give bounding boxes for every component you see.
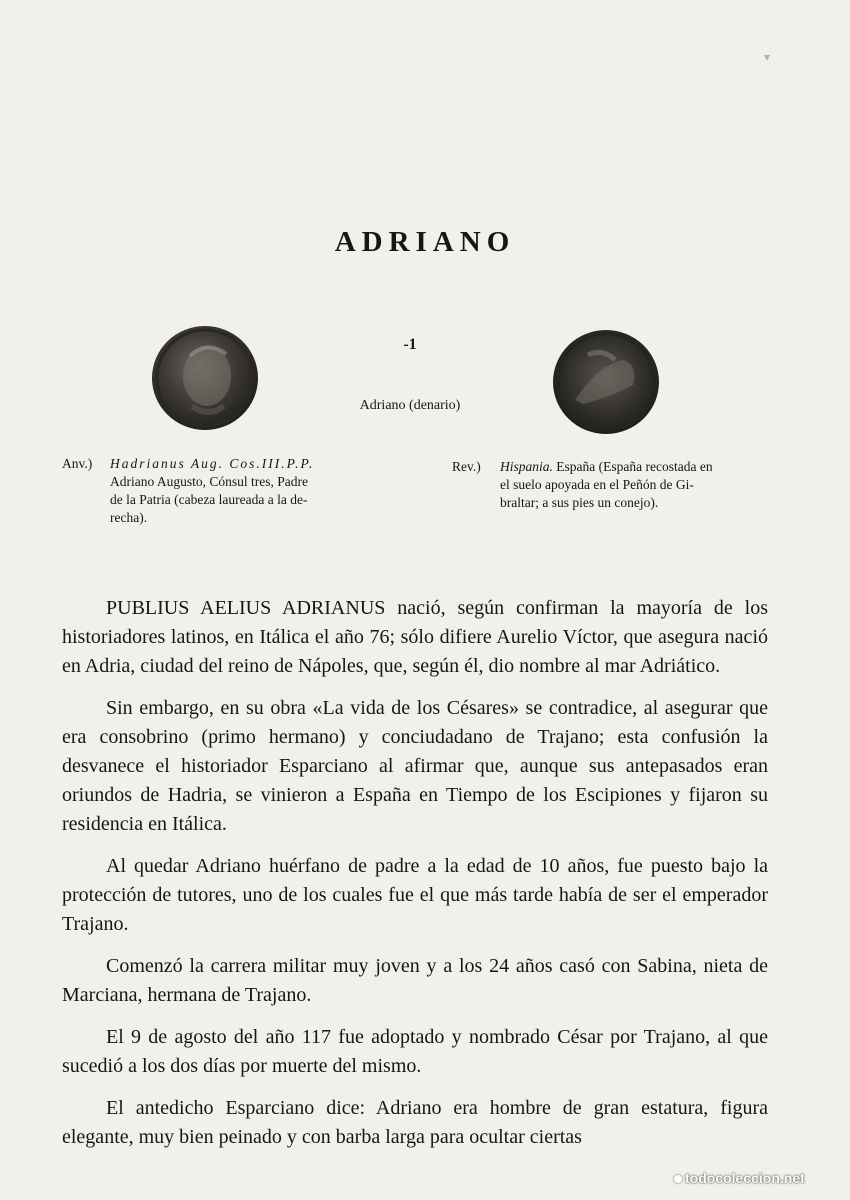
watermark-dot-icon	[674, 1175, 682, 1183]
reverse-legend: Hispania.	[500, 459, 553, 474]
paragraph: PUBLIUS AELIUS ADRIANUS nació, según confirman la mayoría de los historiadores latinos, en Itálica el año 76; sólo difiere Aurelio Víctor, que asegura nació en Adria, ciudad del reino de Nápoles, que, según él, dio nombre al mar Adriático.	[62, 597, 768, 677]
page-title: ADRIANO	[334, 226, 516, 258]
reverse-line: el suelo apoyada en el Peñón de Gi-	[500, 477, 694, 492]
obverse-line: de la Patria (cabeza laureada a la de-	[110, 492, 308, 507]
body-text	[62, 594, 768, 1165]
reverse-line: braltar; a sus pies un conejo).	[500, 495, 659, 510]
reverse-tag: Rev.)	[452, 459, 481, 474]
site-watermark	[674, 1170, 805, 1186]
paragraph: El 9 de agosto del año 117 fue adoptado y nombrado César por Trajano, al que sucedió a los dos días por muerte del mismo.	[62, 1026, 768, 1077]
page-corner-mark: ▾	[764, 50, 771, 64]
coin-reverse-image	[553, 330, 659, 434]
plate-number: -1	[403, 336, 417, 353]
coin-caption: Adriano (denario)	[359, 398, 461, 413]
coin-obverse-image	[152, 326, 258, 430]
obverse-line: Adriano Augusto, Cónsul tres, Padre	[110, 474, 308, 489]
reverse-line: España (España recostada en	[552, 459, 713, 474]
paragraph: Sin embargo, en su obra «La vida de los Césares» se contradice, al asegurar que era consobrino (primo hermano) y conciudadano de Trajano; esta confusión la desvanece el historiador Esparciano al afirmar que, aunque sus antepasados eran oriundos de Hadria, se vinieron a España en Tiempo de los Escipiones y fijaron su residencia en Itálica.	[62, 697, 768, 835]
reverse-description	[452, 458, 782, 512]
obverse-tag: Anv.)	[62, 456, 93, 471]
paragraph: Al quedar Adriano huérfano de padre a la edad de 10 años, fue puesto bajo la protección de tutores, uno de los cuales fue el que más tarde había de ser el emperador Trajano.	[62, 855, 768, 935]
obverse-description	[62, 455, 392, 527]
paragraph: Comenzó la carrera militar muy joven y a los 24 años casó con Sabina, nieta de Marciana, hermana de Trajano.	[62, 955, 768, 1006]
paragraph: El antedicho Esparciano dice: Adriano era hombre de gran estatura, figura elegante, muy bien peinado y con barba larga para ocultar ciertas	[62, 1097, 768, 1148]
obverse-line: recha).	[110, 510, 148, 525]
obverse-legend: Hadrianus Aug. Cos.III.P.P.	[110, 456, 315, 471]
watermark-text: todocoleccion.net	[685, 1170, 805, 1186]
